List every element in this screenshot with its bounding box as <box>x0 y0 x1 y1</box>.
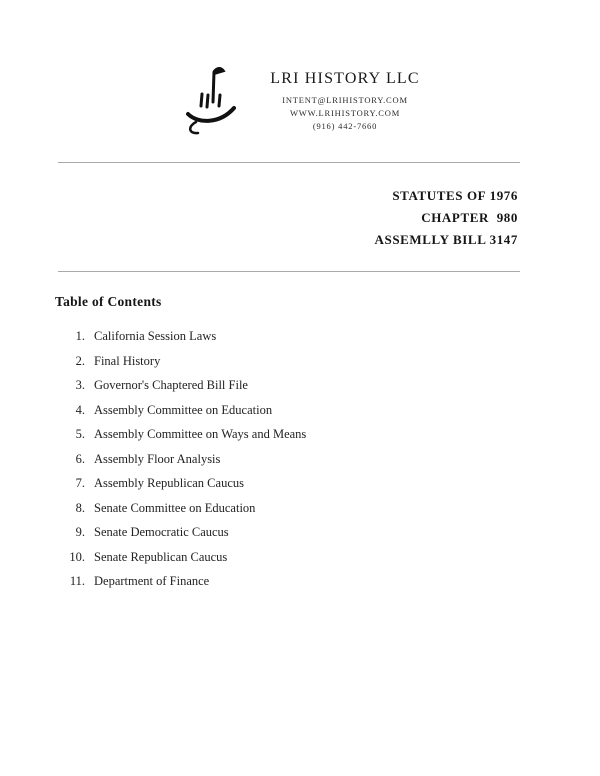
toc-item-label: Assembly Committee on Education <box>94 402 273 417</box>
toc-item-label: Governor's Chaptered Bill File <box>94 378 248 392</box>
toc-item-label: Assembly Republican Caucus <box>94 476 244 490</box>
company-phone: (916) 442-7660 <box>312 120 378 131</box>
toc-item <box>55 447 520 472</box>
statutes-line-2: CHAPTER 980 <box>421 210 518 225</box>
toc-item-label: Assembly Committee on Ways and Means <box>94 427 307 441</box>
toc-item-number: 2. <box>75 353 85 368</box>
toc-item-label: Assembly Floor Analysis <box>94 451 221 466</box>
toc-item-label: Senate Democratic Caucus <box>94 525 229 539</box>
letterhead-text <box>270 70 420 133</box>
toc-item-number: 8. <box>75 500 85 515</box>
statutes-line-3: ASSEMLLY BILL 3147 <box>374 232 518 247</box>
statutes-block <box>58 185 518 251</box>
toc-item-label: Final History <box>94 353 161 368</box>
toc-item <box>55 349 520 374</box>
toc-title: Table of Contents <box>55 294 162 309</box>
toc-item-number: 3. <box>75 378 85 392</box>
toc-item-label: Department of Finance <box>94 574 210 588</box>
toc-item-number: 9. <box>75 525 85 539</box>
statutes-line-1: STATUTES OF 1976 <box>392 188 518 203</box>
toc-item <box>55 569 520 594</box>
toc-list <box>55 324 520 594</box>
company-logo-icon <box>180 62 244 140</box>
toc-item-number: 11. <box>69 574 85 588</box>
toc-item <box>55 324 520 349</box>
toc-item <box>55 496 520 521</box>
toc-item-label: Senate Republican Caucus <box>94 549 228 564</box>
toc-item-label: California Session Laws <box>94 329 217 343</box>
toc-item-number: 10. <box>69 549 85 564</box>
toc-item-number: 1. <box>75 329 85 343</box>
company-name: LRI HISTORY LLC <box>270 69 420 87</box>
toc-item <box>55 422 520 447</box>
toc-item <box>55 520 520 545</box>
company-email: INTENT@LRIHISTORY.COM <box>282 94 408 105</box>
toc-item <box>55 373 520 398</box>
company-website: WWW.LRIHISTORY.COM <box>289 107 401 118</box>
toc-item <box>55 471 520 496</box>
toc-item <box>55 545 520 570</box>
toc-item <box>55 398 520 423</box>
toc-item-number: 6. <box>75 451 85 466</box>
toc-item-number: 7. <box>75 476 85 490</box>
table-of-contents <box>55 294 520 594</box>
divider-bottom <box>58 271 520 272</box>
toc-item-number: 5. <box>75 427 85 441</box>
toc-item-label: Senate Committee on Education <box>94 500 256 515</box>
divider-top <box>58 162 520 163</box>
toc-item-number: 4. <box>75 402 85 417</box>
letterhead <box>0 0 600 140</box>
